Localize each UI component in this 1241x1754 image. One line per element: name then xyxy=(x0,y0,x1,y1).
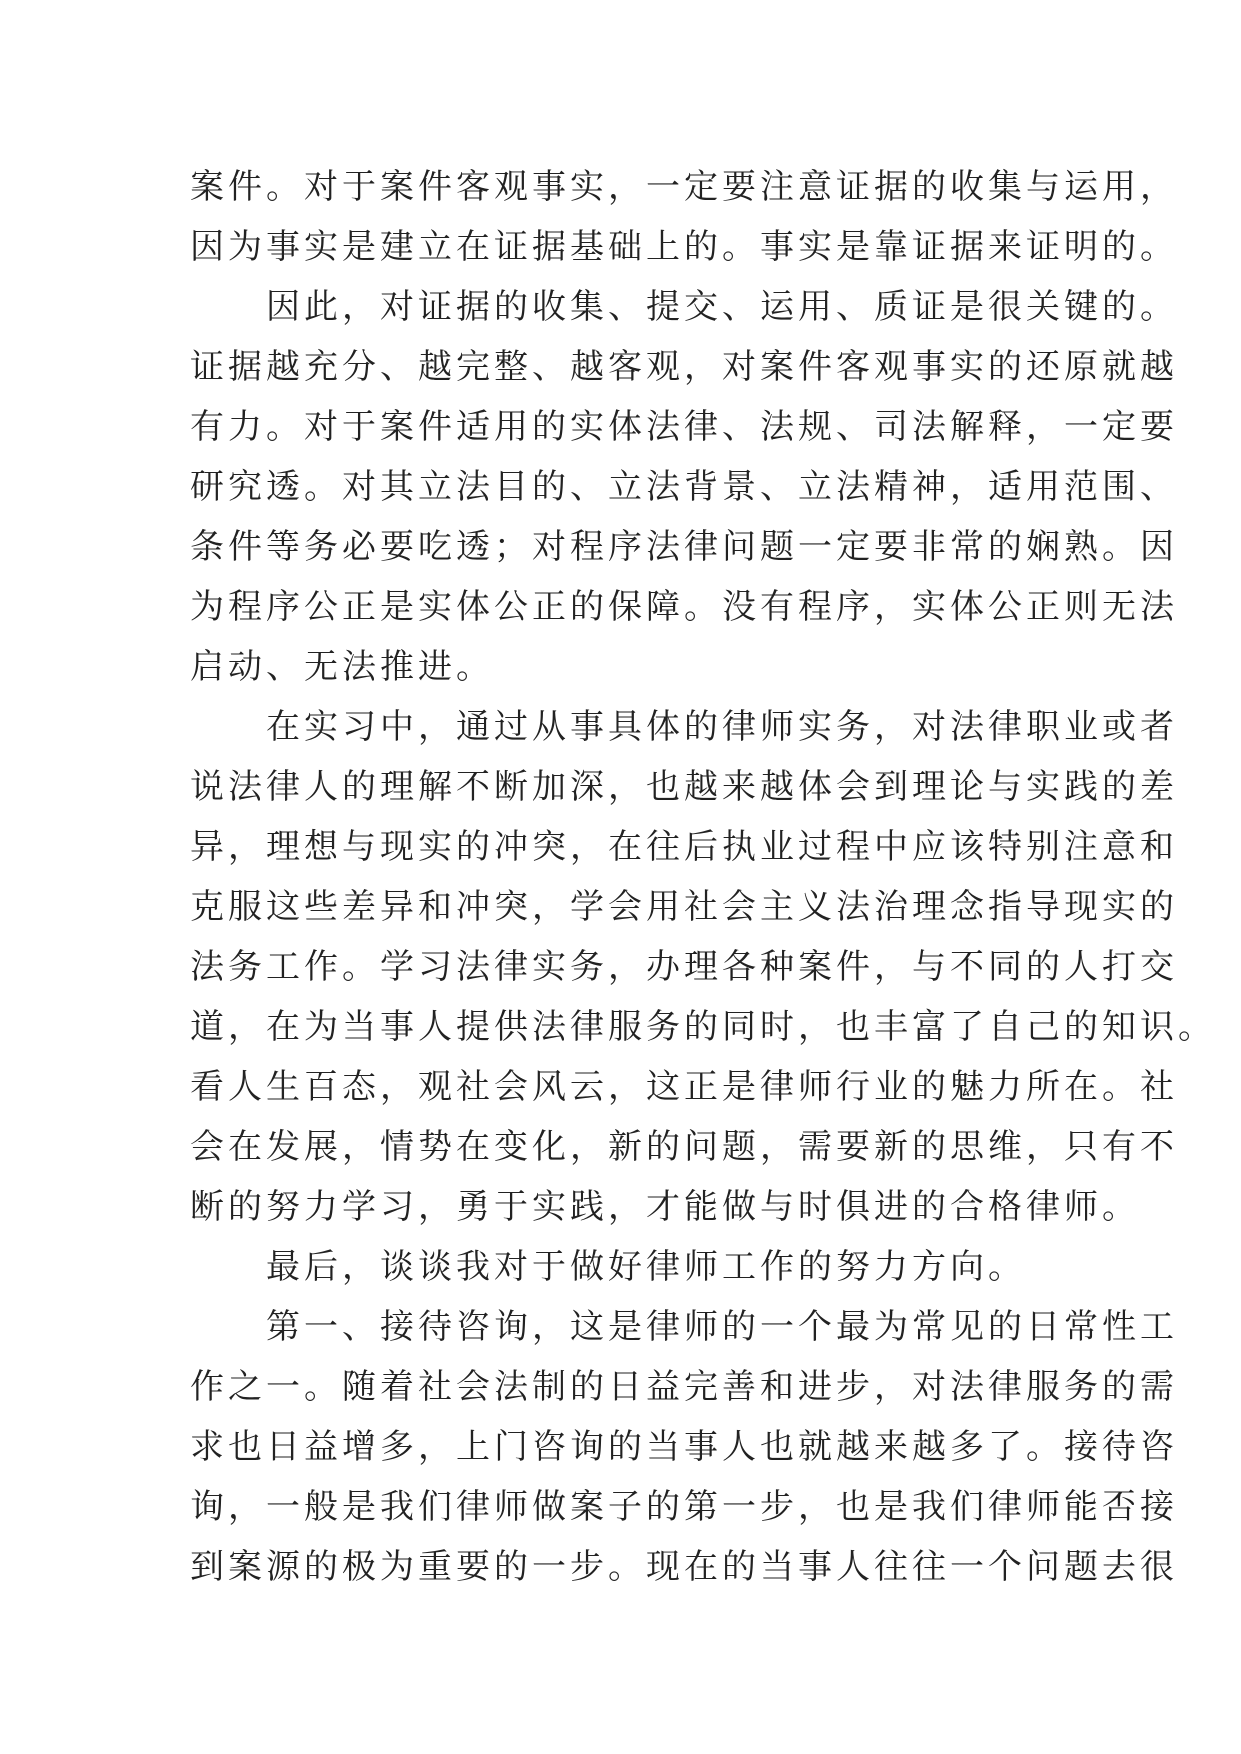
text-line: 因此，对证据的收集、提交、运用、质证是很关键的。 xyxy=(266,287,1178,327)
text-line: 条件等务必要吃透；对程序法律问题一定要非常的娴熟。因 xyxy=(190,527,1178,567)
text-line: 会在发展，情势在变化，新的问题，需要新的思维，只有不 xyxy=(190,1127,1178,1167)
text-line: 看人生百态，观社会风云，这正是律师行业的魅力所在。社 xyxy=(190,1067,1178,1107)
text-line: 第一、接待咨询，这是律师的一个最为常见的日常性工 xyxy=(266,1307,1178,1347)
text-line: 为程序公正是实体公正的保障。没有程序，实体公正则无法 xyxy=(190,587,1178,627)
text-line: 研究透。对其立法目的、立法背景、立法精神，适用范围、 xyxy=(190,467,1178,507)
text-line: 启动、无法推进。 xyxy=(190,647,494,687)
text-line: 因为事实是建立在证据基础上的。事实是靠证据来证明的。 xyxy=(190,227,1178,267)
text-line: 断的努力学习，勇于实践，才能做与时俱进的合格律师。 xyxy=(190,1187,1140,1227)
text-line: 询，一般是我们律师做案子的第一步，也是我们律师能否接 xyxy=(190,1487,1178,1527)
text-line: 案件。对于案件客观事实，一定要注意证据的收集与运用， xyxy=(190,167,1178,207)
text-line: 最后，谈谈我对于做好律师工作的努力方向。 xyxy=(266,1247,1026,1287)
text-line: 有力。对于案件适用的实体法律、法规、司法解释，一定要 xyxy=(190,407,1178,447)
text-line: 证据越充分、越完整、越客观，对案件客观事实的还原就越 xyxy=(190,347,1178,387)
text-line: 在实习中，通过从事具体的律师实务，对法律职业或者 xyxy=(266,707,1178,747)
text-line: 道，在为当事人提供法律服务的同时，也丰富了自己的知识。 xyxy=(190,1007,1216,1047)
text-line: 异，理想与现实的冲突，在往后执业过程中应该特别注意和 xyxy=(190,827,1178,867)
document-body xyxy=(190,157,1216,1597)
text-line: 到案源的极为重要的一步。现在的当事人往往一个问题去很 xyxy=(190,1547,1178,1587)
text-line: 作之一。随着社会法制的日益完善和进步，对法律服务的需 xyxy=(190,1367,1178,1407)
text-line: 说法律人的理解不断加深，也越来越体会到理论与实践的差 xyxy=(190,767,1178,807)
text-line: 法务工作。学习法律实务，办理各种案件，与不同的人打交 xyxy=(190,947,1178,987)
text-line: 克服这些差异和冲突，学会用社会主义法治理念指导现实的 xyxy=(190,887,1178,927)
text-line: 求也日益增多，上门咨询的当事人也就越来越多了。接待咨 xyxy=(190,1427,1178,1467)
